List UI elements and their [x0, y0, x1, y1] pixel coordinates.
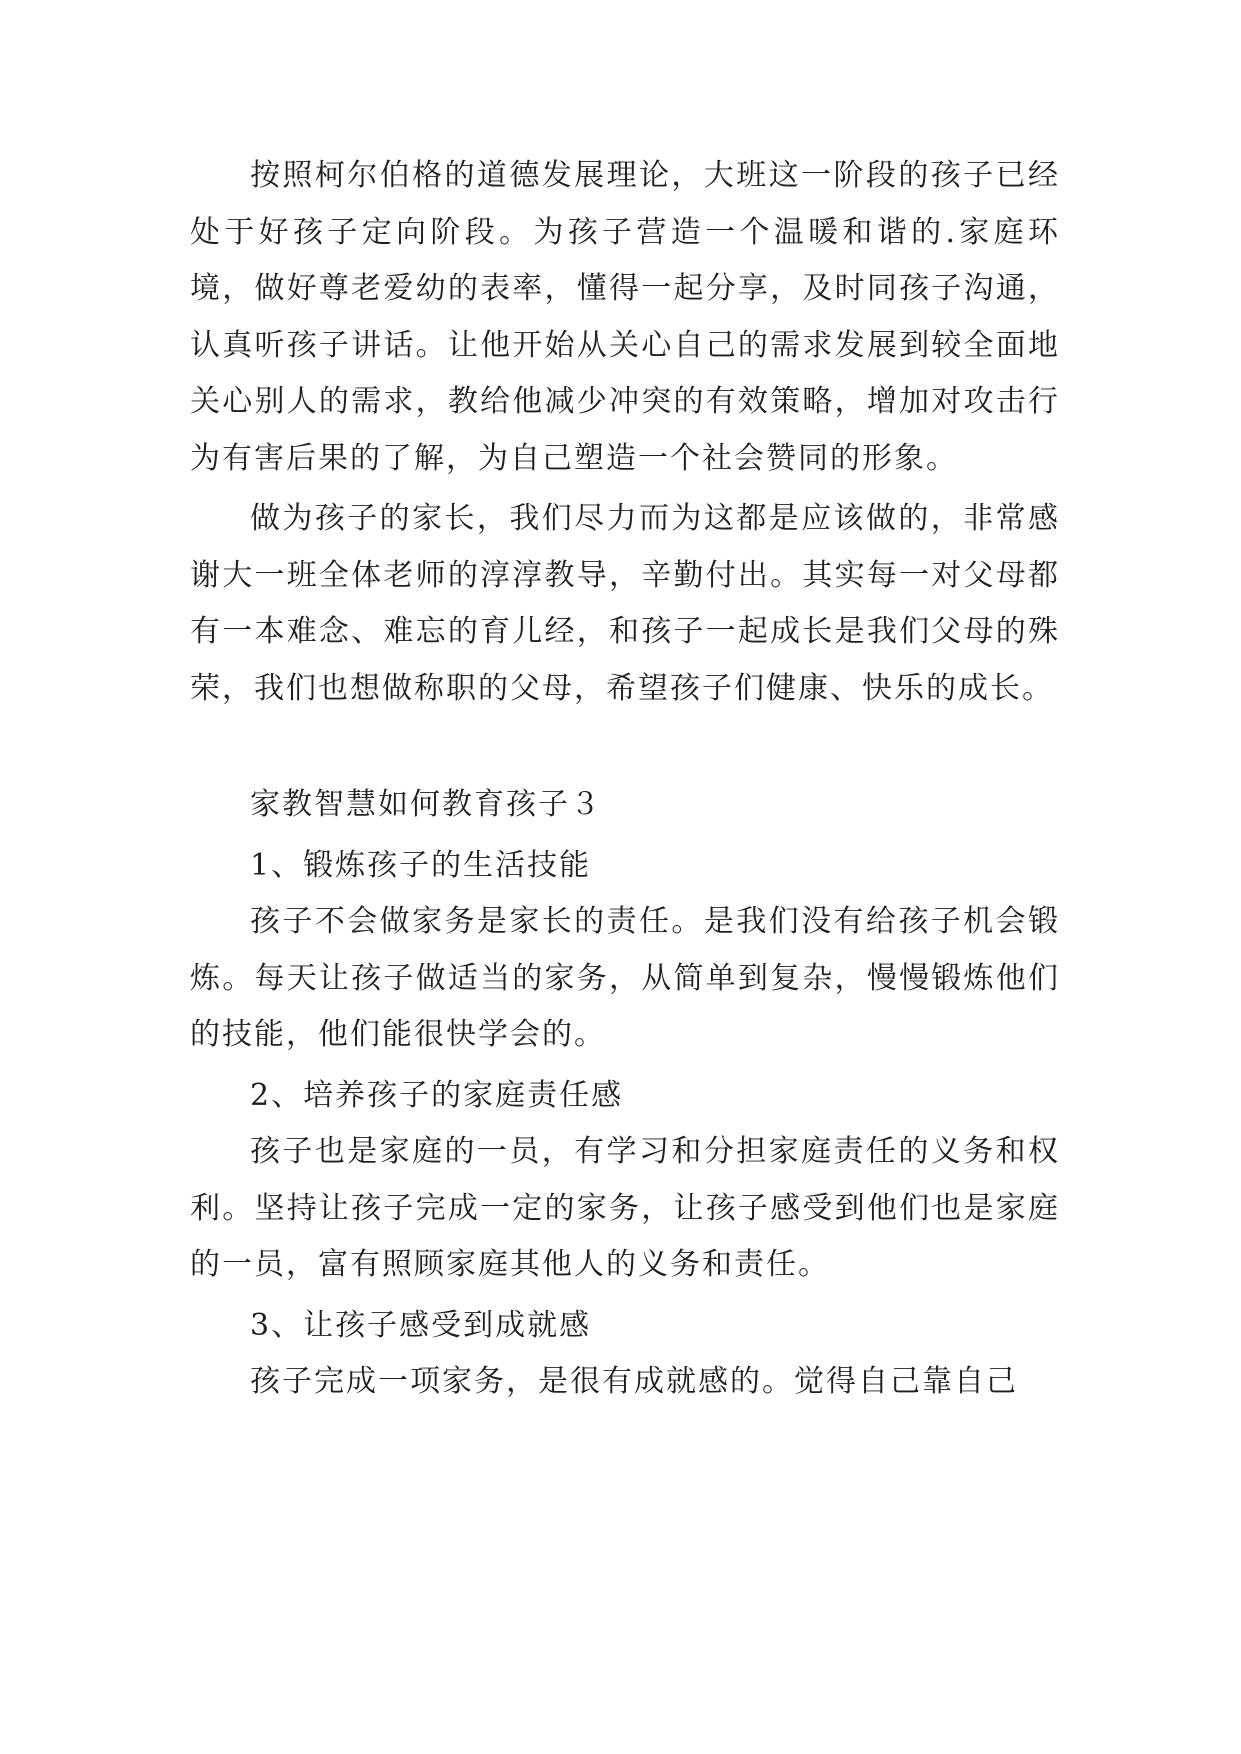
item-paragraph: 孩子不会做家务是家长的责任。是我们没有给孩子机会锻炼。每天让孩子做适当的家务，从简单到复杂，慢慢锻炼他们的技能，他们能很快学会的。: [190, 904, 1060, 1052]
item-heading: 3、让孩子感受到成就感: [250, 1307, 592, 1343]
body-paragraph: 按照柯尔伯格的道德发展理论，大班这一阶段的孩子已经处于好孩子定向阶段。为孩子营造一个温暖和谐的.家庭环境，做好尊老爱幼的表率，懂得一起分享，及时同孩子沟通，认真听孩子讲话。让他开始从关心自己的需求发展到较全面地关心别人的需求，教给他减少冲突的有效策略，增加对攻击行为有害后果的了解，为自己塑造一个社会赞同的形象。: [190, 158, 1060, 476]
item-paragraph: 孩子完成一项家务，是很有成就感的。觉得自己靠自己: [250, 1364, 1018, 1399]
body-paragraph: 做为孩子的家长，我们尽力而为这都是应该做的，非常感谢大一班全体老师的淳淳教导，辛勤付出。其实每一对父母都有一本难念、难忘的育儿经，和孩子一起成长是我们父母的殊荣，我们也想做称职的父母，希望孩子们健康、快乐的成长。: [190, 501, 1060, 706]
section-title: 家教智慧如何教育孩子３: [250, 787, 602, 822]
item-heading: 1、锻炼孩子的生活技能: [250, 847, 592, 883]
item-paragraph: 孩子也是家庭的一员，有学习和分担家庭责任的义务和权利。坚持让孩子完成一定的家务，让孩子感受到他们也是家庭的一员，富有照顾家庭其他人的义务和责任。: [190, 1134, 1060, 1282]
item-heading: 2、培养孩子的家庭责任感: [250, 1077, 624, 1113]
document-page: [190, 148, 1060, 1415]
